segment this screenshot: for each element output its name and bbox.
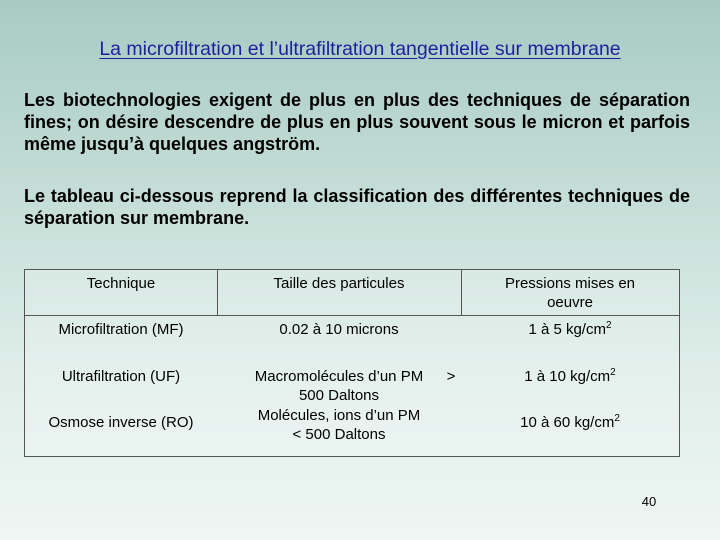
page-number: 40 xyxy=(641,494,657,509)
row-uf-size-line2: 500 Daltons xyxy=(298,387,380,404)
row-uf-technique: Ultrafiltration (UF) xyxy=(61,368,181,385)
row-uf-size-line1: Macromolécules d’un PM xyxy=(254,368,424,385)
slide-title: La microfiltration et l’ultrafiltration tangentielle sur membrane xyxy=(99,38,621,60)
header-pressure: Pressions mises en oeuvre xyxy=(504,275,636,311)
table-divider xyxy=(461,270,462,315)
row-mf-pressure: 1 à 5 $kg/cm^2$ xyxy=(528,320,612,338)
header-particle-size: Taille des particules xyxy=(273,275,405,292)
header-technique: Technique xyxy=(86,275,156,292)
row-uf-size-gt: > xyxy=(446,368,456,385)
row-ro-size-line2: < 500 Daltons xyxy=(292,426,386,443)
intro-paragraph: Les biotechnologies exigent de plus en plus des techniques de séparation fines; on désire descendre de plus en plus souvent sous le micron et parfois même jusqu’à quelques angström. xyxy=(24,90,690,154)
row-mf-technique: Microfiltration (MF) xyxy=(58,321,184,338)
row-ro-pressure: 10 à 60 $kg/cm^2$ xyxy=(520,413,620,431)
row-uf-pressure: 1 à 10 $kg/cm^2$ xyxy=(524,367,616,385)
membrane-techniques-table xyxy=(24,269,680,457)
row-ro-size-line1: Molécules, ions d’un PM xyxy=(257,407,421,424)
table-intro-paragraph: Le tableau ci-dessous reprend la classification des différentes techniques de séparation sur membrane. xyxy=(24,186,690,228)
row-mf-size: 0.02 à 10 microns xyxy=(279,321,399,338)
table-header-divider xyxy=(25,315,679,316)
row-ro-technique: Osmose inverse (RO) xyxy=(48,414,194,431)
